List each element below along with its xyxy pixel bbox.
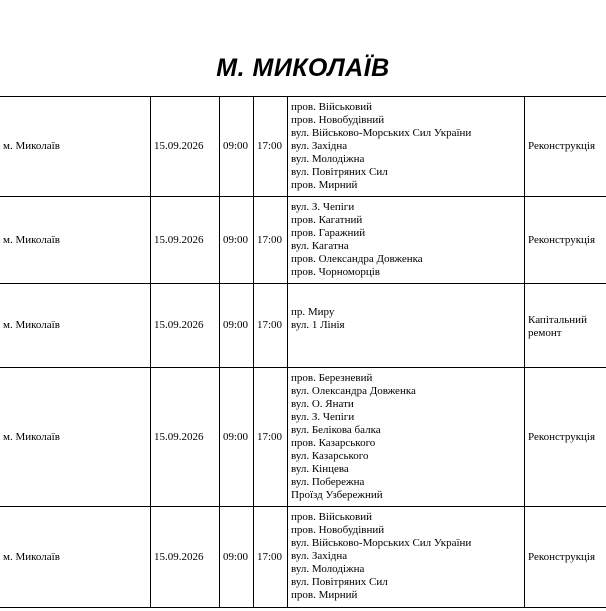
end-time-cell: 17:00	[254, 507, 288, 608]
street-item: пров. Мирний	[291, 179, 358, 191]
date-cell: 15.09.2026	[151, 507, 220, 608]
city-cell: м. Миколаїв	[0, 97, 151, 197]
street-item: пров. Казарського	[291, 437, 376, 449]
date-cell: 15.09.2026	[151, 284, 220, 368]
street-item: вул. З. Чепіги	[291, 201, 355, 213]
street-item: пров. Новобудівний	[291, 524, 385, 536]
street-item: вул. Кінцева	[291, 463, 349, 475]
start-time-cell: 09:00	[220, 507, 254, 608]
outage-schedule-table	[0, 96, 606, 608]
streets-cell	[288, 507, 525, 608]
street-item: Проїзд Узбережний	[291, 489, 383, 501]
page-title: М. МИКОЛАЇВ	[216, 54, 390, 82]
end-time-cell: 17:00	[254, 284, 288, 368]
street-item: пров. Гаражний	[291, 227, 366, 239]
table-row	[0, 507, 606, 608]
street-item: вул. Молодіжна	[291, 563, 365, 575]
street-item: вул. Молодіжна	[291, 153, 365, 165]
street-item: вул. Військово-Морських Сил України	[291, 127, 472, 139]
end-time-cell: 17:00	[254, 368, 288, 507]
streets-cell	[288, 368, 525, 507]
streets-cell	[288, 284, 525, 368]
end-time-cell: 17:00	[254, 197, 288, 284]
street-item: вул. Кагатна	[291, 240, 349, 252]
street-item: пр. Миру	[291, 305, 335, 318]
city-cell: м. Миколаїв	[0, 368, 151, 507]
street-item: вул. Белікова балка	[291, 424, 381, 436]
street-item: пров. Військовий	[291, 101, 373, 113]
date-cell: 15.09.2026	[151, 97, 220, 197]
street-item: вул. Повітряних Сил	[291, 576, 388, 588]
date-cell: 15.09.2026	[151, 197, 220, 284]
street-item: вул. Побережна	[291, 476, 365, 488]
street-item: вул. Повітряних Сил	[291, 166, 388, 178]
streets-cell	[288, 197, 525, 284]
work-type-cell: Реконструкція	[525, 197, 606, 284]
street-item: вул. О. Янати	[291, 398, 354, 410]
work-type-cell: Реконструкція	[525, 97, 606, 197]
street-item: вул. Олександра Довженка	[291, 385, 416, 397]
street-item: вул. З. Чепіги	[291, 411, 355, 423]
street-item: пров. Військовий	[291, 511, 373, 523]
city-cell: м. Миколаїв	[0, 507, 151, 608]
start-time-cell: 09:00	[220, 197, 254, 284]
street-item: вул. Західна	[291, 550, 348, 562]
work-type-cell: Капітальний ремонт	[525, 284, 606, 368]
street-item: вул. 1 Лінія	[291, 318, 345, 331]
work-type-cell: Реконструкція	[525, 368, 606, 507]
end-time-cell: 17:00	[254, 97, 288, 197]
table-row	[0, 197, 606, 284]
street-item: вул. Західна	[291, 140, 348, 152]
street-item: пров. Новобудівний	[291, 114, 385, 126]
table-row	[0, 97, 606, 197]
city-cell: м. Миколаїв	[0, 197, 151, 284]
street-item: пров. Олександра Довженка	[291, 253, 423, 265]
work-type-cell: Реконструкція	[525, 507, 606, 608]
start-time-cell: 09:00	[220, 284, 254, 368]
street-item: вул. Військово-Морських Сил України	[291, 537, 472, 549]
street-item: пров. Мирний	[291, 589, 358, 601]
streets-cell	[288, 97, 525, 197]
start-time-cell: 09:00	[220, 97, 254, 197]
table-row	[0, 368, 606, 507]
table-row	[0, 284, 606, 368]
street-item: пров. Березневий	[291, 372, 373, 384]
street-item: пров. Чорноморців	[291, 266, 381, 278]
street-item: вул. Казарського	[291, 450, 369, 462]
date-cell: 15.09.2026	[151, 368, 220, 507]
city-cell: м. Миколаїв	[0, 284, 151, 368]
street-item: пров. Кагатний	[291, 214, 363, 226]
start-time-cell: 09:00	[220, 368, 254, 507]
